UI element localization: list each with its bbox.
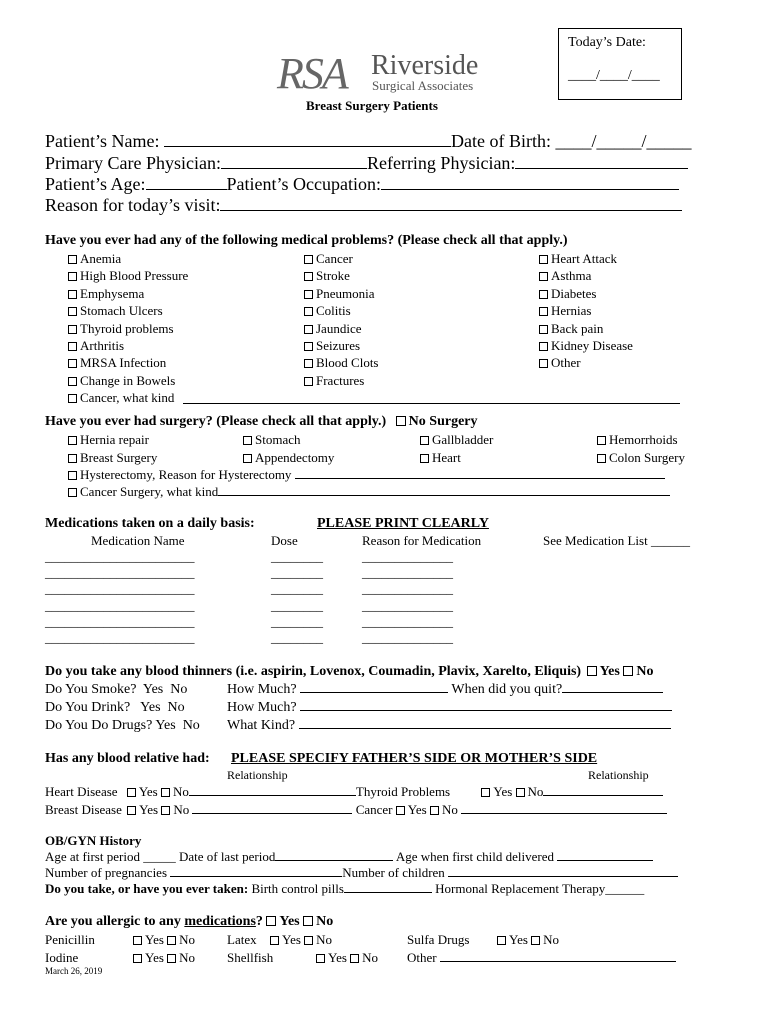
surgery-gallbladder[interactable] — [420, 432, 493, 449]
birth-control-question: Do you take, or have you ever taken: — [45, 881, 249, 896]
obgyn-heading: OB/GYN History — [45, 833, 142, 848]
problem-stomach-ulcers-checkbox[interactable] — [68, 307, 77, 316]
surgery-colon-surgery-label: Colon Surgery — [609, 450, 685, 465]
heart-disease-row — [45, 784, 663, 800]
problem-stroke-label: Stroke — [316, 268, 350, 284]
hysterectomy-checkbox[interactable] — [68, 471, 77, 480]
physician-row — [45, 153, 688, 174]
drugs-detail-row — [227, 718, 671, 734]
surgery-gallbladder-label: Gallbladder — [432, 432, 494, 447]
sulfa-yes: Yes — [509, 932, 528, 947]
hysterectomy-row — [68, 467, 665, 483]
see-medication-list[interactable]: See Medication List ______ — [543, 533, 690, 548]
obgyn-row-3 — [45, 881, 644, 897]
occupation-field[interactable] — [381, 188, 679, 190]
thyroid-yes: Yes — [493, 784, 513, 799]
surgery-hemorrhoids-label: Hemorrhoids — [609, 432, 678, 447]
cancer-family-no-checkbox[interactable] — [430, 806, 439, 815]
medication-name-field[interactable]: _______________________ — [45, 581, 195, 597]
patient-name-field[interactable] — [164, 145, 451, 147]
latex-options — [270, 932, 332, 948]
surgery-heart[interactable] — [420, 450, 461, 467]
shellfish-yes-checkbox[interactable] — [316, 954, 325, 963]
hysterectomy-field[interactable] — [295, 477, 665, 479]
surgery-appendectomy-label: Appendectomy — [255, 450, 335, 465]
logo — [277, 48, 347, 99]
problem-back-pain-label: Back pain — [551, 320, 604, 336]
penicillin-no: No — [179, 932, 196, 947]
allergies-heading-row — [45, 914, 333, 930]
problem-asthma-label: Asthma — [551, 268, 592, 284]
problem-back-pain[interactable] — [539, 321, 633, 338]
num-children-field[interactable] — [448, 875, 678, 877]
relationship-label-right: Relationship — [588, 768, 649, 782]
problem-thyroid-problems-checkbox[interactable] — [68, 325, 77, 334]
problem-jaundice-label: Jaundice — [316, 320, 362, 336]
problem-emphysema-checkbox[interactable] — [68, 290, 77, 299]
problem-other-checkbox[interactable] — [539, 359, 548, 368]
problem-seizures-checkbox[interactable] — [304, 342, 313, 351]
date-last-period-field[interactable] — [275, 859, 393, 861]
problem-diabetes[interactable] — [539, 286, 633, 303]
date-box-value[interactable]: ____/____/____ — [568, 68, 660, 83]
age-row — [45, 174, 679, 195]
problem-heart-attack-checkbox[interactable] — [539, 255, 548, 264]
problem-hernias-label: Hernias — [551, 303, 592, 319]
problem-change-in-bowels-label: Change in Bowels — [80, 372, 176, 388]
problem-colitis[interactable] — [304, 303, 379, 320]
cancer-family-yes: Yes — [407, 802, 427, 817]
col-reason: Reason for Medication — [362, 533, 482, 548]
surgery-gallbladder-checkbox[interactable] — [420, 436, 429, 445]
medication-reason-field[interactable]: ______________ — [362, 597, 453, 613]
surgery-breast-surgery-label: Breast Surgery — [80, 450, 158, 465]
medication-reason-field[interactable]: ______________ — [362, 565, 453, 581]
problem-fractures-label: Fractures — [316, 372, 365, 388]
penicillin-label: Penicillin — [45, 932, 95, 947]
blood-thinners-yes-checkbox[interactable] — [587, 666, 597, 676]
problem-thyroid-problems-label: Thyroid problems — [80, 320, 174, 336]
latex-no-checkbox[interactable] — [304, 936, 313, 945]
breast-disease-relationship-field[interactable] — [192, 812, 352, 814]
problem-diabetes-label: Diabetes — [551, 285, 597, 301]
problem-pneumonia[interactable] — [304, 286, 379, 303]
problem-asthma-checkbox[interactable] — [539, 272, 548, 281]
surgery-heart-checkbox[interactable] — [420, 454, 429, 463]
problem-seizures[interactable] — [304, 338, 379, 355]
cancer-surgery-row — [68, 484, 670, 500]
breast-disease-yes: Yes — [139, 802, 159, 817]
patient-name-row — [45, 131, 691, 152]
problem-other[interactable] — [539, 355, 633, 372]
problem-change-in-bowels-checkbox[interactable] — [68, 377, 77, 386]
problem-cancer-what-kind[interactable] — [68, 390, 188, 407]
sulfa-no-checkbox[interactable] — [531, 936, 540, 945]
pcp-field[interactable] — [221, 167, 367, 169]
latex-yes-checkbox[interactable] — [270, 936, 279, 945]
shellfish-options — [316, 950, 378, 966]
problem-mrsa-infection-checkbox[interactable] — [68, 359, 77, 368]
thyroid-label: Thyroid Problems — [355, 784, 451, 799]
thyroid-relationship-field[interactable] — [543, 794, 663, 796]
problem-blood-clots-label: Blood Clots — [316, 355, 379, 371]
problem-hernias-checkbox[interactable] — [539, 307, 548, 316]
iodine-label: Iodine — [45, 950, 79, 965]
surgery-hernia-repair[interactable] — [68, 432, 149, 449]
breast-disease-label: Breast Disease — [45, 802, 122, 817]
problem-emphysema-label: Emphysema — [80, 285, 145, 301]
problem-blood-clots-checkbox[interactable] — [304, 359, 313, 368]
patient-name-label: Patient’s Name: — [45, 131, 160, 151]
problem-cancer-label: Cancer — [316, 251, 353, 266]
surgery-hernia-repair-checkbox[interactable] — [68, 436, 77, 445]
latex-label: Latex — [227, 932, 257, 947]
medication-dose-field[interactable]: ________ — [271, 581, 323, 597]
drink-how-much-field[interactable] — [300, 709, 672, 711]
blood-thinners-row — [45, 664, 653, 680]
occupation-label: Patient’s Occupation: — [226, 174, 381, 194]
problem-fractures[interactable] — [304, 373, 379, 390]
problem-cancer-what-kind-checkbox[interactable] — [68, 394, 77, 403]
problem-heart-attack[interactable] — [539, 251, 633, 268]
problem-colitis-label: Colitis — [316, 303, 351, 319]
problem-kidney-disease-label: Kidney Disease — [551, 337, 633, 353]
medication-name-field[interactable]: _______________________ — [45, 597, 195, 613]
referring-label: Referring Physician: — [366, 153, 516, 173]
medical-problems-col3 — [539, 251, 633, 373]
allergies-no: No — [316, 914, 334, 929]
family-specify: PLEASE SPECIFY FATHER’S SIDE OR MOTHER’S SIDE — [231, 751, 598, 766]
drink-how-much-label: How Much? — [227, 700, 297, 715]
shellfish-label: Shellfish — [227, 950, 274, 965]
breast-disease-row — [45, 802, 667, 818]
problem-fractures-checkbox[interactable] — [304, 377, 313, 386]
family-heading: Has any blood relative had: — [45, 751, 210, 766]
problem-asthma[interactable] — [539, 268, 633, 285]
age-label: Patient’s Age: — [45, 174, 146, 194]
col-medication-name: Medication Name — [91, 533, 185, 548]
sulfa-no: No — [543, 932, 560, 947]
problem-jaundice-checkbox[interactable] — [304, 325, 313, 334]
problem-other-label: Other — [551, 355, 581, 371]
no-surgery-checkbox[interactable] — [396, 416, 406, 426]
medication-name-field[interactable]: _______________________ — [45, 613, 195, 629]
cancer-kind-field[interactable] — [183, 402, 680, 404]
reason-label: Reason for today’s visit: — [45, 195, 221, 215]
breast-disease-no-checkbox[interactable] — [161, 806, 170, 815]
problem-stroke[interactable] — [304, 268, 379, 285]
allergies-heading-q: ? — [255, 914, 263, 929]
birth-control-field[interactable] — [344, 891, 432, 893]
allergies-heading-medications: medications — [184, 914, 256, 929]
smoke-how-much-field[interactable] — [300, 691, 448, 693]
problem-emphysema[interactable] — [68, 286, 188, 303]
surgery-hemorrhoids-checkbox[interactable] — [597, 436, 606, 445]
problem-cancer-checkbox[interactable] — [304, 255, 313, 264]
referring-field[interactable] — [515, 167, 688, 169]
other-allergy-row — [407, 950, 676, 966]
problem-heart-attack-label: Heart Attack — [551, 251, 618, 266]
surgery-hemorrhoids[interactable] — [597, 432, 678, 449]
problem-diabetes-checkbox[interactable] — [539, 290, 548, 299]
problem-jaundice[interactable] — [304, 321, 379, 338]
heart-disease-no: No — [172, 784, 189, 799]
cancer-family-label: Cancer — [355, 802, 393, 817]
problem-seizures-label: Seizures — [316, 337, 361, 353]
problem-stomach-ulcers[interactable] — [68, 303, 188, 320]
latex-no: No — [316, 932, 333, 947]
other-allergy-label: Other — [407, 950, 437, 965]
breast-disease-yes-checkbox[interactable] — [127, 806, 136, 815]
age-first-child-field[interactable] — [557, 859, 653, 861]
surgery-breast-surgery-checkbox[interactable] — [68, 454, 77, 463]
form-subtitle: Breast Surgery Patients — [306, 98, 438, 113]
problem-thyroid-problems[interactable] — [68, 321, 188, 338]
reason-row — [45, 195, 682, 216]
age-first-period[interactable]: Age at first period _____ — [45, 849, 176, 864]
num-pregnancies-field[interactable] — [170, 875, 342, 877]
sulfa-options — [497, 932, 559, 948]
medical-problems-col2 — [304, 251, 379, 390]
iodine-no-checkbox[interactable] — [167, 954, 176, 963]
obgyn-row-1 — [45, 849, 653, 865]
problem-kidney-disease[interactable] — [539, 338, 633, 355]
problem-pneumonia-checkbox[interactable] — [304, 290, 313, 299]
problem-arthritis-checkbox[interactable] — [68, 342, 77, 351]
problem-arthritis-label: Arthritis — [80, 337, 125, 353]
what-kind-label: What Kind? — [227, 718, 296, 733]
drink-detail-row — [227, 700, 672, 716]
thyroid-no: No — [527, 784, 544, 799]
problem-pneumonia-label: Pneumonia — [316, 285, 375, 301]
latex-yes: Yes — [282, 932, 301, 947]
surgery-heart-label: Heart — [432, 450, 461, 465]
surgery-stomach-checkbox[interactable] — [243, 436, 252, 445]
what-kind-field[interactable] — [299, 727, 671, 729]
problem-stomach-ulcers-label: Stomach Ulcers — [80, 303, 163, 319]
surgery-appendectomy[interactable] — [243, 450, 334, 467]
medication-name-field[interactable]: _______________________ — [45, 549, 195, 564]
blood-thinners-question: Do you take any blood thinners (i.e. aspirin, Lovenox, Coumadin, Plavix, Xarelto, Eliquis) — [45, 664, 582, 679]
medication-dose-field[interactable]: ________ — [271, 630, 323, 645]
medical-problems-heading: Have you ever had any of the following medical problems? (Please check all that apply.) — [45, 233, 568, 248]
birth-control-label: Birth control pills — [251, 881, 344, 896]
medication-dose-field[interactable]: ________ — [271, 549, 323, 564]
pcp-label: Primary Care Physician: — [45, 153, 221, 173]
penicillin-yes-checkbox[interactable] — [133, 936, 142, 945]
heart-disease-no-checkbox[interactable] — [161, 788, 170, 797]
penicillin-yes: Yes — [145, 932, 164, 947]
surgery-appendectomy-checkbox[interactable] — [243, 454, 252, 463]
iodine-options — [133, 950, 195, 966]
relationship-label-left: Relationship — [227, 768, 288, 782]
logo-name: Riverside — [371, 50, 479, 81]
sulfa-label: Sulfa Drugs — [407, 932, 470, 947]
reason-field[interactable] — [220, 209, 682, 211]
sulfa-yes-checkbox[interactable] — [497, 936, 506, 945]
date-last-period-label: Date of last period — [178, 849, 276, 864]
problem-cancer[interactable] — [304, 251, 379, 268]
allergies-no-checkbox[interactable] — [303, 916, 313, 926]
problem-back-pain-checkbox[interactable] — [539, 325, 548, 334]
cancer-surgery-field[interactable] — [218, 494, 670, 496]
problem-change-in-bowels[interactable] — [68, 373, 188, 390]
dob-field[interactable]: ____/_____/_____ — [555, 131, 692, 151]
cancer-family-yes-checkbox[interactable] — [396, 806, 405, 815]
cancer-family-relationship-field[interactable] — [461, 812, 667, 814]
allergies-yes-checkbox[interactable] — [266, 916, 276, 926]
shellfish-yes: Yes — [328, 950, 347, 965]
blood-thinners-no-checkbox[interactable] — [623, 666, 633, 676]
surgery-colon-surgery[interactable] — [597, 450, 685, 467]
problem-high-blood-pressure[interactable] — [68, 268, 188, 285]
medication-name-field[interactable]: _______________________ — [45, 630, 195, 645]
other-allergy-field[interactable] — [440, 960, 676, 962]
medication-reason-field[interactable]: ______________ — [362, 630, 453, 645]
iodine-no: No — [179, 950, 196, 965]
problem-anemia[interactable] — [68, 251, 188, 268]
medication-reason-field[interactable]: ______________ — [362, 581, 453, 597]
iodine-yes: Yes — [145, 950, 164, 965]
medication-reason-field[interactable]: ______________ — [362, 549, 453, 564]
smoke-question[interactable]: Do You Smoke? Yes No — [45, 682, 188, 697]
problem-kidney-disease-checkbox[interactable] — [539, 342, 548, 351]
col-dose: Dose — [271, 533, 298, 548]
medication-reason-field[interactable]: ______________ — [362, 613, 453, 629]
problem-mrsa-infection-label: MRSA Infection — [80, 355, 167, 371]
drink-question[interactable]: Do You Drink? Yes No — [45, 700, 185, 715]
allergies-yes: Yes — [279, 914, 300, 929]
iodine-yes-checkbox[interactable] — [133, 954, 142, 963]
smoke-how-much-label: How Much? — [227, 682, 297, 697]
obgyn-row-2 — [45, 865, 678, 881]
shellfish-no: No — [362, 950, 379, 965]
surgery-stomach[interactable] — [243, 432, 301, 449]
heart-disease-yes-checkbox[interactable] — [127, 788, 136, 797]
problem-hernias[interactable] — [539, 303, 633, 320]
problem-high-blood-pressure-checkbox[interactable] — [68, 272, 77, 281]
num-pregnancies-label: Number of pregnancies — [45, 865, 168, 880]
age-field[interactable] — [146, 188, 227, 190]
problem-arthritis[interactable] — [68, 338, 188, 355]
surgery-heading-row — [45, 414, 478, 430]
problem-stroke-checkbox[interactable] — [304, 272, 313, 281]
problem-blood-clots[interactable] — [304, 355, 379, 372]
when-quit-label: When did you quit? — [451, 682, 563, 697]
blood-thinners-no: No — [636, 664, 654, 679]
cancer-surgery-checkbox[interactable] — [68, 488, 77, 497]
date-box-label: Today’s Date: — [568, 35, 646, 50]
problem-anemia-label: Anemia — [80, 251, 122, 266]
breast-disease-no: No — [173, 802, 190, 817]
problem-anemia-checkbox[interactable] — [68, 255, 77, 264]
thyroid-yes-checkbox[interactable] — [481, 788, 490, 797]
no-surgery-label: No Surgery — [408, 414, 478, 429]
shellfish-no-checkbox[interactable] — [350, 954, 359, 963]
hrt-label: Hormonal Replacement Therapy — [435, 881, 606, 896]
problem-colitis-checkbox[interactable] — [304, 307, 313, 316]
penicillin-options — [133, 932, 195, 948]
medication-dose-field[interactable]: ________ — [271, 597, 323, 613]
heart-disease-relationship-field[interactable] — [189, 794, 356, 796]
medications-heading: Medications taken on a daily basis: — [45, 516, 255, 531]
logo-sub: Surgical Associates — [372, 78, 474, 93]
problem-mrsa-infection[interactable] — [68, 355, 188, 372]
thyroid-no-checkbox[interactable] — [516, 788, 525, 797]
print-clearly: PLEASE PRINT CLEARLY — [317, 516, 489, 531]
when-quit-field[interactable] — [562, 691, 663, 693]
cancer-surgery-label: Cancer Surgery, what kind — [80, 484, 219, 499]
problem-cancer-what-kind-label: Cancer, what kind — [80, 390, 175, 406]
medication-dose-field[interactable]: ________ — [271, 565, 323, 581]
surgery-breast-surgery[interactable] — [68, 450, 157, 467]
medical-problems-col1 — [68, 251, 188, 408]
blood-thinners-yes: Yes — [599, 664, 620, 679]
medication-dose-field[interactable]: ________ — [271, 613, 323, 629]
surgery-hernia-repair-label: Hernia repair — [80, 432, 149, 447]
hysterectomy-label: Hysterectomy, Reason for Hysterectomy — [80, 467, 292, 482]
penicillin-no-checkbox[interactable] — [167, 936, 176, 945]
medication-name-field[interactable]: _______________________ — [45, 565, 195, 581]
surgery-heading: Have you ever had surgery? (Please check all that apply.) — [45, 414, 387, 429]
hrt-field[interactable]: ______ — [605, 881, 645, 896]
age-first-child-label: Age when first child delivered — [395, 849, 555, 864]
heart-disease-label: Heart Disease — [45, 784, 118, 799]
cancer-family-no: No — [441, 802, 458, 817]
surgery-colon-surgery-checkbox[interactable] — [597, 454, 606, 463]
surgery-stomach-label: Stomach — [255, 432, 301, 447]
smoke-detail-row — [227, 682, 663, 698]
heart-disease-yes: Yes — [138, 784, 158, 799]
num-children-label: Number of children — [342, 865, 445, 880]
footer-date: March 26, 2019 — [45, 966, 103, 976]
dob-label: Date of Birth: — [450, 131, 551, 151]
drugs-question[interactable]: Do You Do Drugs? Yes No — [45, 718, 200, 733]
problem-high-blood-pressure-label: High Blood Pressure — [80, 268, 189, 284]
logo-mark: RSA — [277, 49, 347, 98]
allergies-heading: Are you allergic to any — [45, 914, 181, 929]
